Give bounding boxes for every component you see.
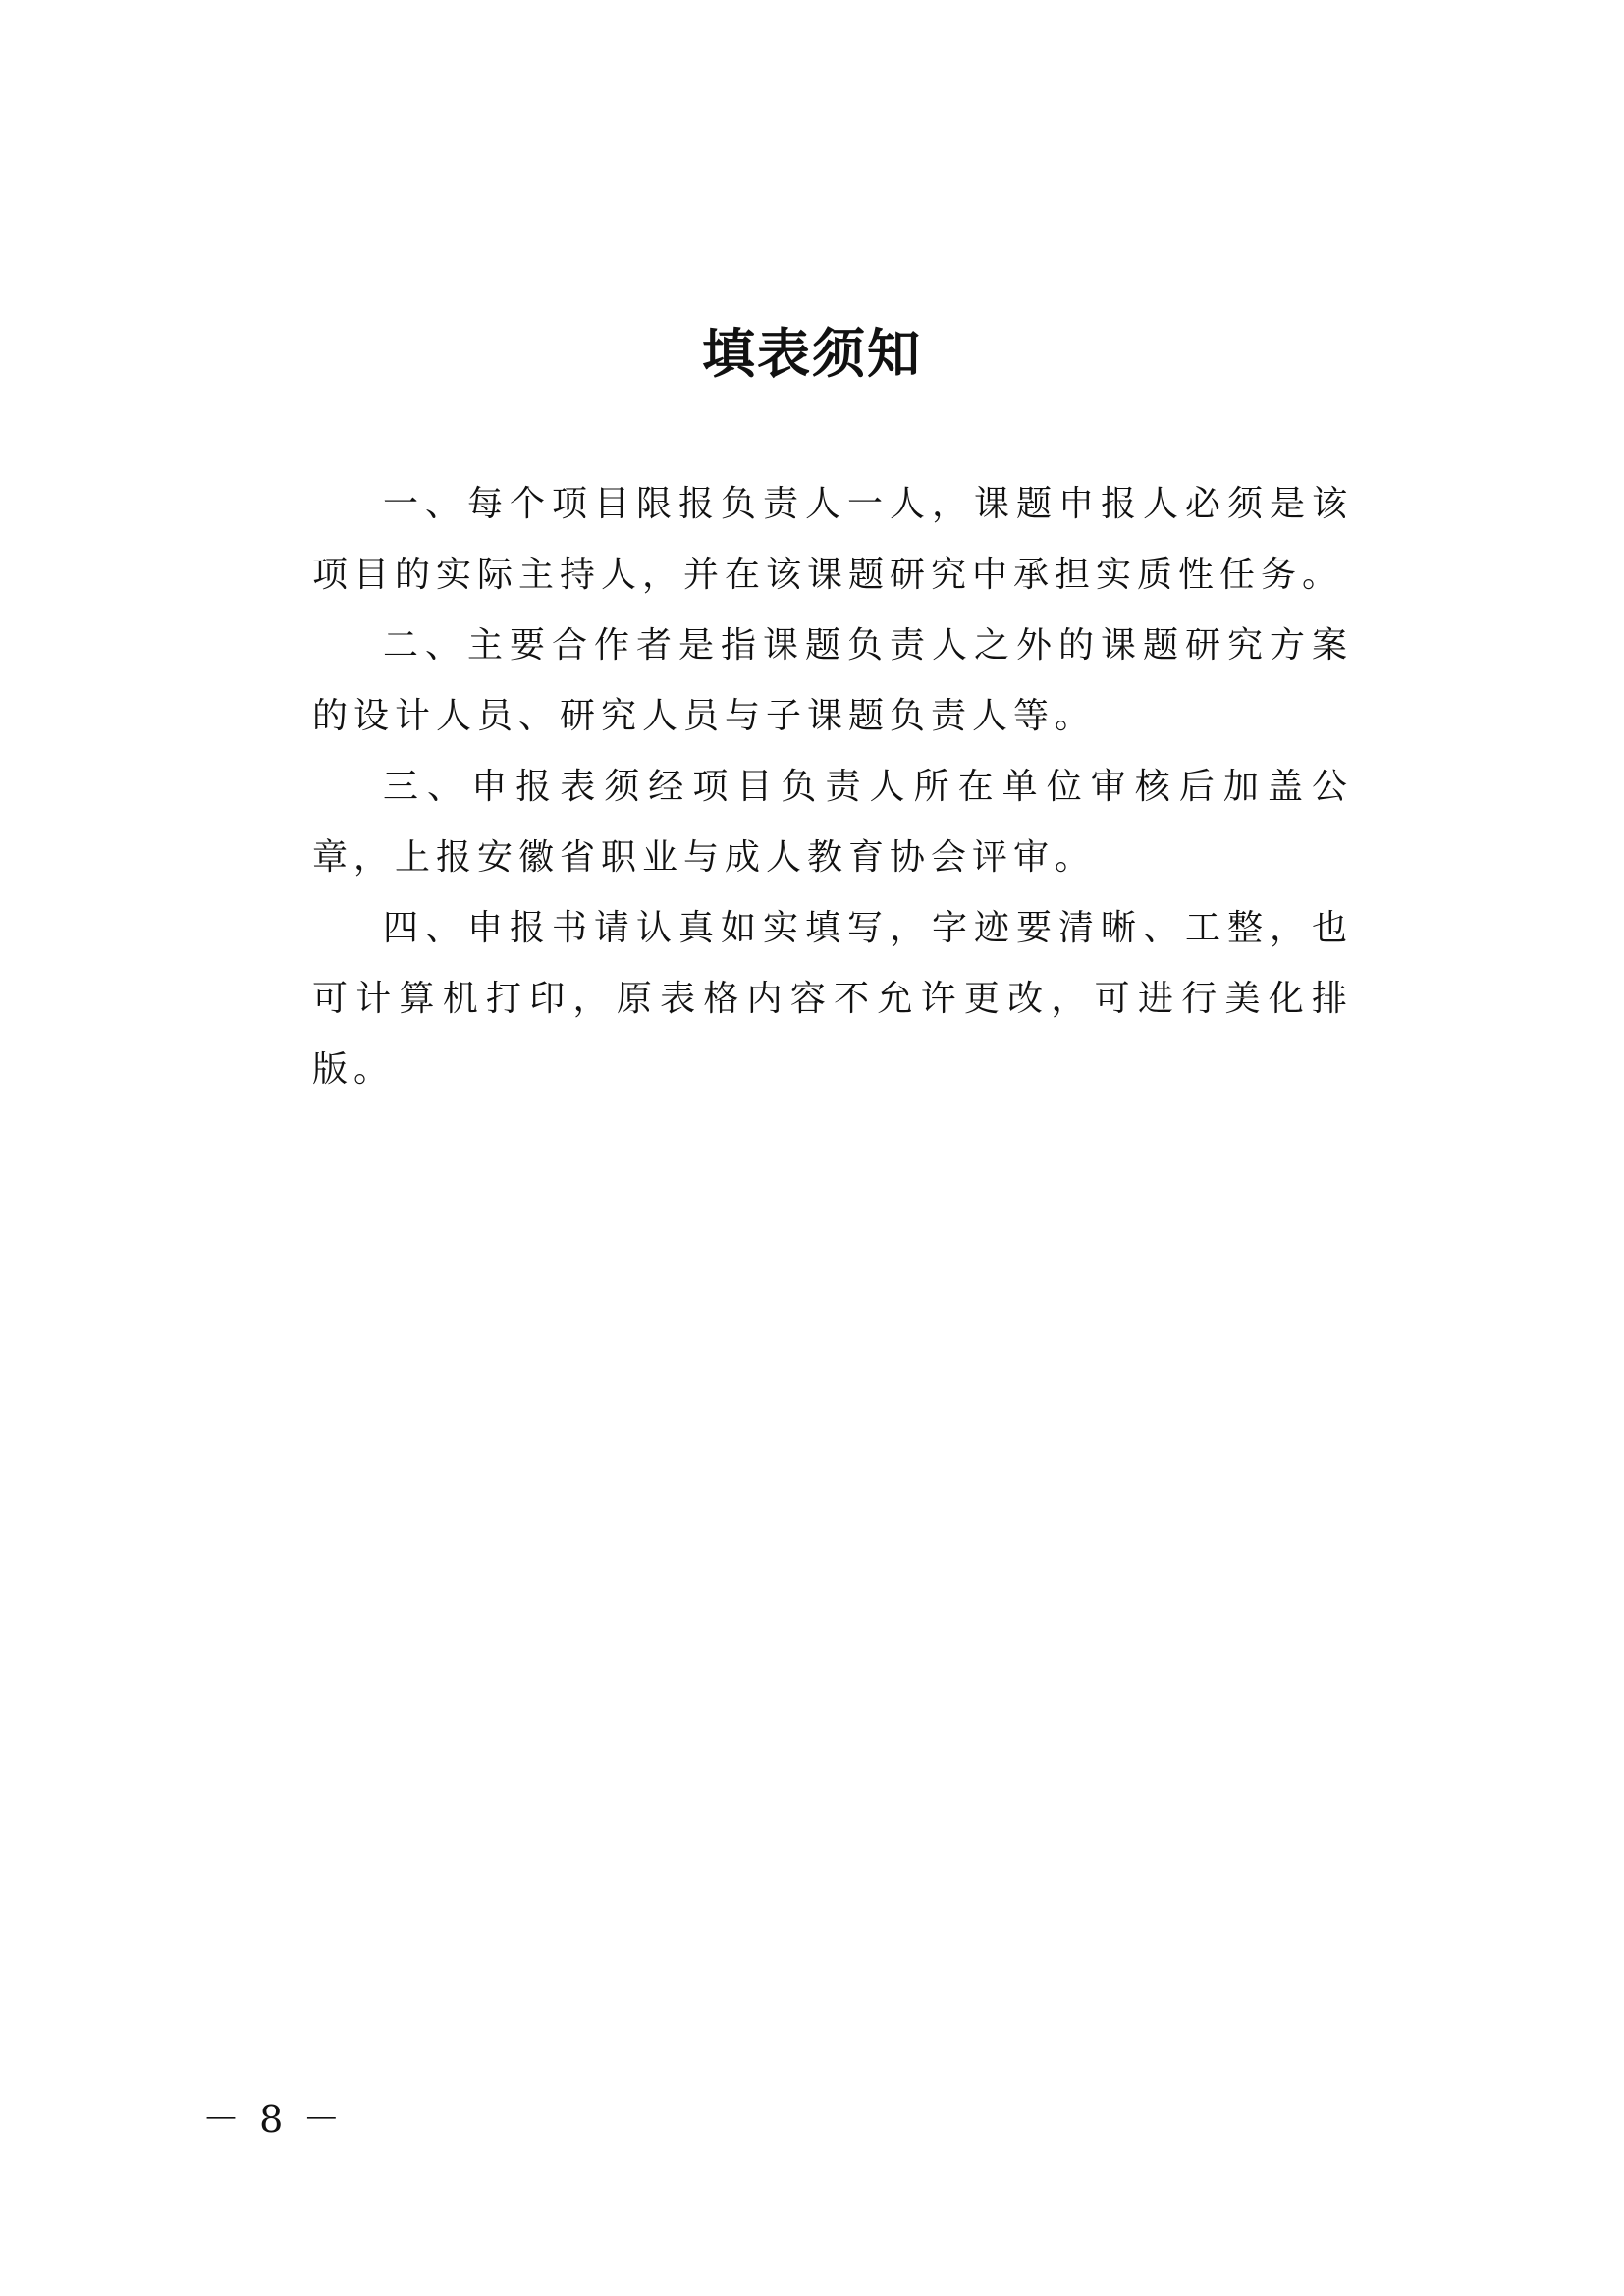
page-title: 填表须知 [702,323,922,385]
instruction-item-1: 一、每个项目限报负责人一人，课题申报人必须是该项目的实际主持人，并在该课题研究中承担实质性任务。 [312,484,1353,595]
instruction-item-2: 二、主要合作者是指课题负责人之外的课题研究方案的设计人员、研究人员与子课题负责人等。 [312,625,1353,736]
instruction-item-3: 三、申报表须经项目负责人所在单位审核后加盖公章，上报安徽省职业与成人教育协会评审。 [312,767,1353,878]
instructions-body [312,469,1353,1105]
page-number: － 8 － [202,2098,345,2141]
instruction-item-4: 四、申报书请认真如实填写，字迹要清晰、工整，也可计算机打印，原表格内容不允许更改，可进行美化排版。 [312,908,1353,1090]
